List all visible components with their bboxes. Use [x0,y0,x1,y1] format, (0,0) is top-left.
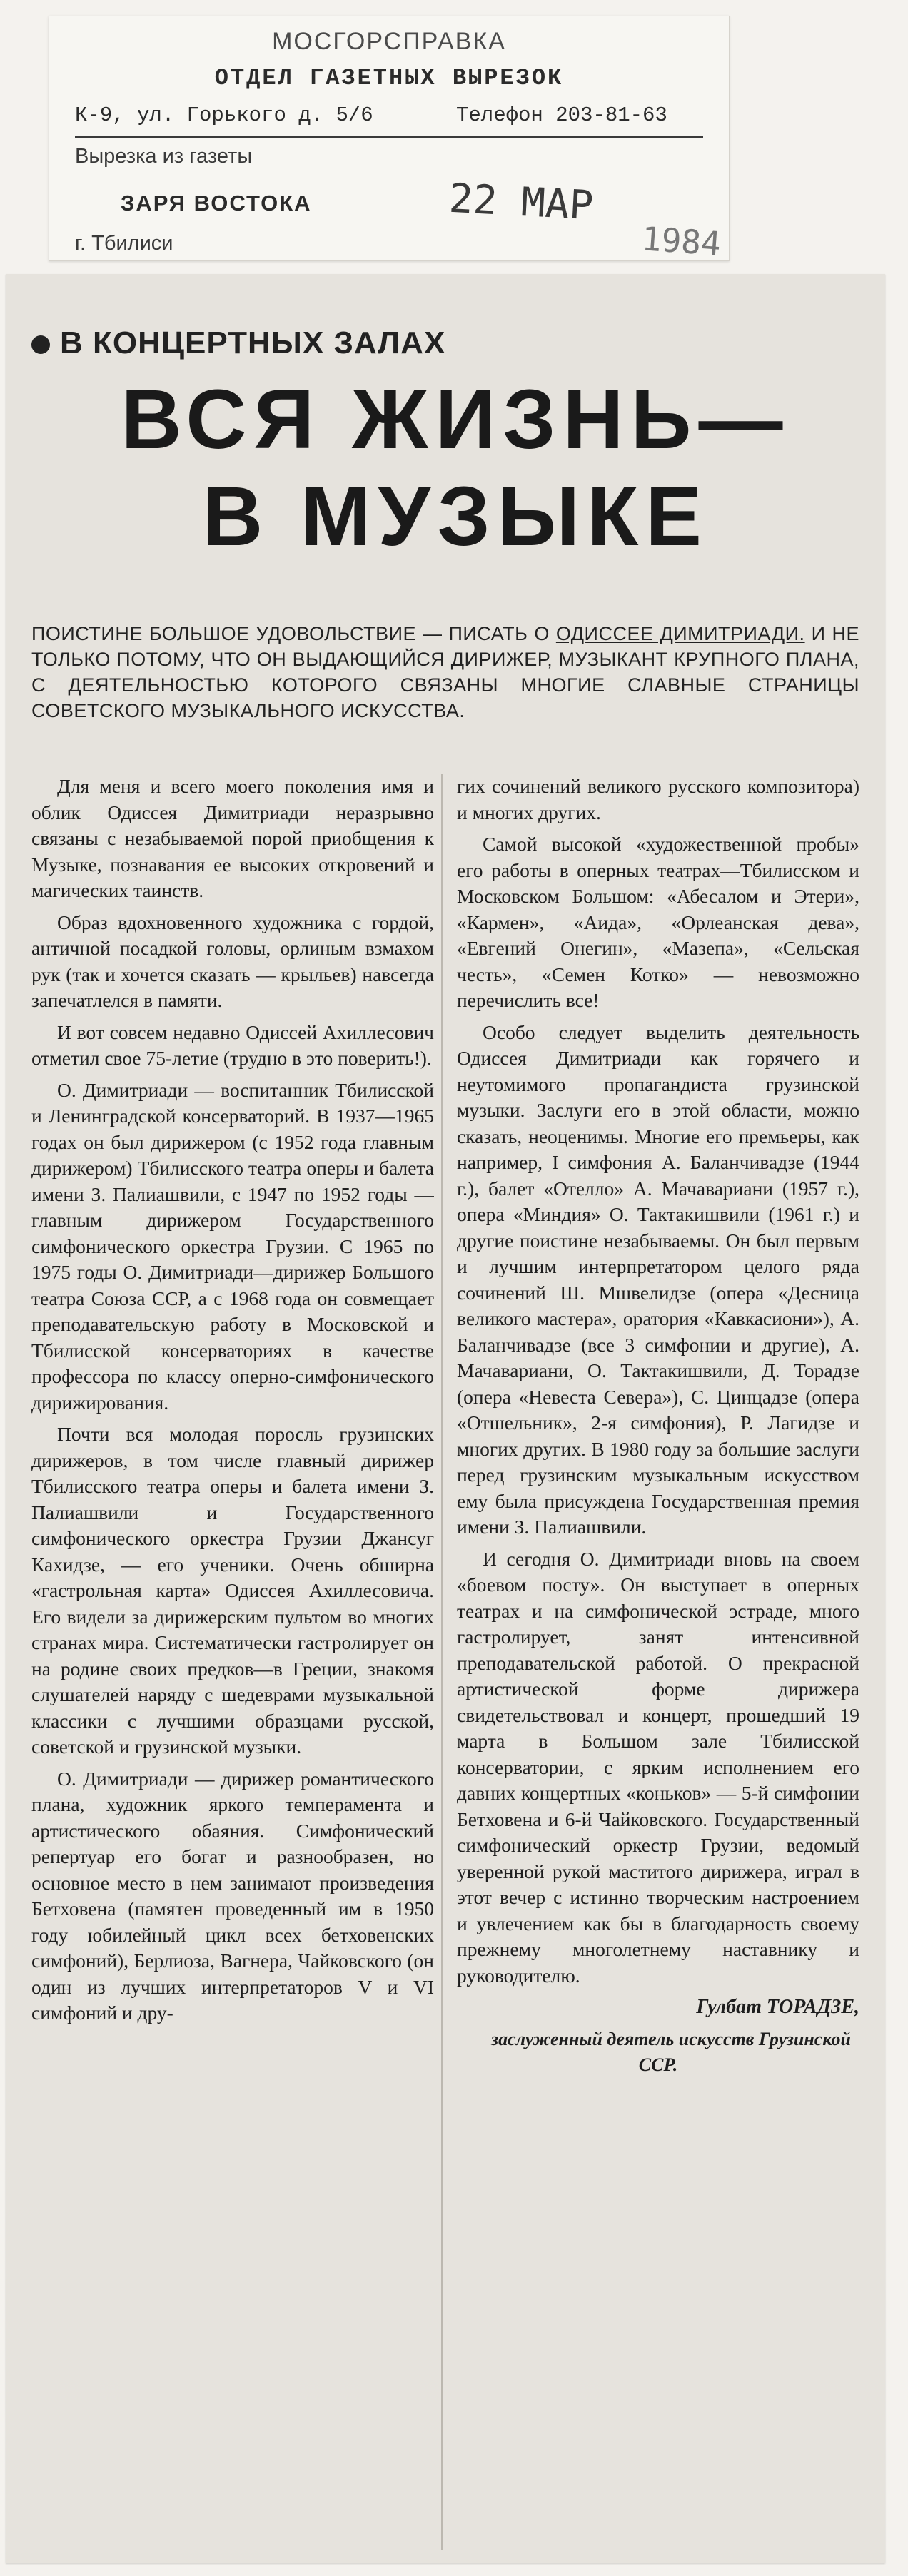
stamp-newspaper-name: ЗАРЯ ВОСТОКА [121,191,312,215]
right-paragraph: Особо следует выделить деятельность Одиссея Димитриади как горячего и неутомимого пропагандиста грузинской музыки. Заслуги его в этой области, можно сказать, неоценимы. Многие его премьеры, как например, I симфония А. Баланчивадзе (1944 г.), балет «Отелло» А. Мачавариани (1957 г.), опера «Миндия» О. Тактакишвили (1961 г.) и другие поистине незабываемы. Он был первым и лучшим интерпретатором целого ряда сочинений Ш. Мшвелидзе (опера «Десница великого мастера», оратория «Кавкасиони»), А. Баланчивадзе (все 3 симфонии и другие), А. Мачавариани, О. Тактакишвили, Д. Торадзе (опера «Невеста Севера»), С. Цинцадзе (опера «Отшельник», 2-я симфония), Р. Лагидзе и многих других. В 1980 году за большие заслуги перед грузинским музыкальным искусством ему была присуждена Государственная премия имени З. Палиашвили. [457,1020,859,1538]
stamp-rule [75,136,703,138]
lead-underlined-name: ОДИССЕЕ ДИМИТРИАДИ. [555,623,805,644]
author-name: Гулбат ТОРАДЗЕ, [696,1996,859,2018]
stamp-clip-label: Вырезка из газеты [75,145,253,168]
lead-part-2: И НЕ ТОЛЬКО ПОТОМУ, ЧТО ОН ВЫДАЮЩИЙСЯ ДИРИЖЕР, МУЗЫКАНТ КРУПНОГО ПЛАНА, С ДЕЯТЕЛЬНОСТЬЮ КОТОРОГО СВЯЗАНЫ МНОГИЕ СЛАВНЫЕ СТРАНИЦЫ СОВЕТСКОГО МУЗЫКАЛЬНОГО ИСКУССТВА. [31,623,859,721]
left-column [31,774,434,2557]
left-paragraph: Для меня и всего моего поколения имя и облик Одиссея Димитриади неразрывно связаны с незабываемой порой приобщения к Музыке, познавания ее высоких откровений и магических таинств. [31,775,434,901]
left-paragraph: О. Димитриади — воспитанник Тбилисской и Ленинградской консерваторий. В 1937—1965 годах он был дирижером (с 1952 года главным дирижером) Тбилисского театра оперы и балета имени З. Палиашвили, с 1947 по 1952 годы — главным дирижером Государственного симфонического оркестра Грузии. С 1965 по 1975 годы О. Димитриади—дирижер Большого театра Союза ССР, а с 1968 года он совмещает преподавательскую работу в Московской и Тбилисской консерваториях в качестве профессора по классу оперно-симфонического дирижирования. [31,1078,434,1414]
author-title: заслуженный деятель искусств Грузинской ССР. [491,2028,851,2075]
stamp-address: К-9, ул. Горького д. 5/6 [75,103,373,127]
headline [63,371,848,565]
lead-paragraph [31,621,859,724]
stamp-year: 1984 [640,219,722,263]
right-paragraph: гих сочинений великого русского композитора) и многих других. [457,775,859,823]
stamp-date: 22 МАР [448,175,595,230]
stamp-department: ОТДЕЛ ГАЗЕТНЫХ ВЫРЕЗОК [214,65,564,91]
section-kicker [31,325,445,361]
right-paragraph: И сегодня О. Димитриади вновь на своем «боевом посту». Он выступает в оперных театрах и на симфонической эстраде, много гастролирует, занят интенсивной преподавательской работой. О прекрасной артистической форме дирижера свидетельствовал и концерт, прошедший 19 марта в Большом зале Тбилисской консерватории, с ярким исполнением его давних концертных «коньков» — 5-й симфонии Бетховена и 6-й Чайковского. Государственный симфонический оркестр Грузии, ведомый уверенной рукой маститого дирижера, играл в этот вечер с истинно творческим настроением и увлечением как бы в благодарность своему прежнему многолетнему наставнику и руководителю. [457,1547,859,1987]
lead-part-1: ПОИСТИНЕ БОЛЬШОЕ УДОВОЛЬСТВИЕ — ПИСАТЬ О [31,623,550,644]
right-column [457,774,859,2557]
stamp-phone: Телефон 203-81-63 [456,103,667,127]
stamp-city: г. Тбилиси [75,232,173,255]
left-paragraph: О. Димитриади — дирижер романтического плана, художник яркого темперамента и артистического обаяния. Симфонический репертуар его богат и разнообразен, но основное место в нем занимают произведения Бетховена (памятен проведенный им в 1950 году юбилейный цикл всех бетховенских симфоний), Берлиоза, Вагнера, Чайковского (он один из лучших интерпретаторов V и VI симфоний и дру- [31,1767,434,2024]
headline-line-1: ВСЯ ЖИЗНЬ— [121,372,790,467]
left-paragraph: Почти вся молодая поросль грузинских дирижеров, в том числе главный дирижер Тбилисского театра оперы и балета имени З. Палиашвили и Государственного симфонического оркестра Грузии Джансуг Кахидзе, — его ученики. Очень обширна «гастрольная карта» Одиссея Ахиллесовича. Его видели за дирижерским пультом во многих странах мира. Систематически гастролирует он на родине своих предков—в Греции, знакомя слушателей наряду с шедеврами музыкальной классики с лучшими образцами русской, советской и грузинской музыки. [31,1423,434,1758]
left-paragraph: Образ вдохновенного художника с гордой, античной посадкой головы, орлиным взмахом рук (так и хочется сказать — крыльев) навсегда запечатлелся в памяти. [31,911,434,1011]
newspaper-clipping [6,274,885,2563]
kicker-text: В КОНЦЕРТНЫХ ЗАЛАХ [60,325,446,360]
clipping-service-stamp [49,16,730,261]
left-paragraph: И вот совсем недавно Одиссей Ахиллесович отметил свое 75-летие (трудно в это поверить!). [31,1020,434,1069]
stamp-organization: МОСГОРСПРАВКА [272,28,506,55]
right-paragraph: Самой высокой «художественной пробы» его работы в оперных театрах—Тбилисском и Московском Большом: «Абесалом и Этери», «Кармен», «Аида», «Орлеанская дева», «Евгений Онегин», «Мазепа», «Сельская честь», «Семен Котко» — невозможно перечислить все! [457,833,859,1011]
bullet-icon [31,335,50,354]
headline-line-2: В МУЗЫКЕ [202,470,709,564]
column-divider [441,774,443,2550]
